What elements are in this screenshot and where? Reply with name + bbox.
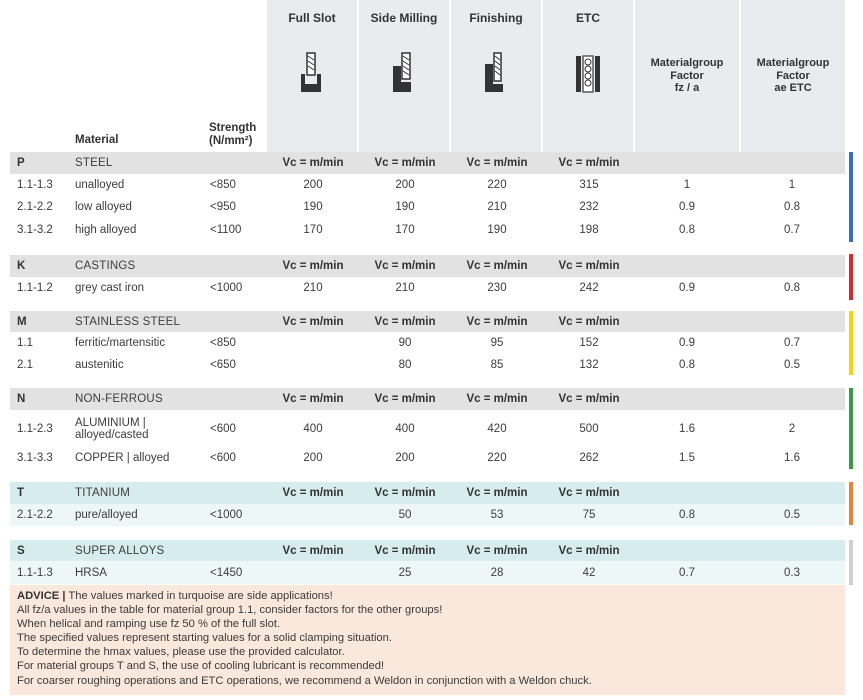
finishing-vc: 420 — [487, 422, 507, 435]
advice-line-3: The specified values represent starting values for a solid clamping situation. — [17, 632, 392, 645]
factor-fz-line-3: fz / a — [674, 82, 700, 94]
side-milling-vc: 200 — [395, 452, 415, 464]
factor-fz-value: 0.8 — [679, 223, 695, 236]
strength-value: <1100 — [210, 223, 242, 236]
etc-vc: 315 — [579, 179, 599, 191]
finishing-vc: 95 — [490, 337, 504, 349]
full-slot-vc: 400 — [303, 422, 323, 435]
vc-unit-label: Vc = m/min — [282, 393, 344, 405]
finishing-vc: 220 — [487, 179, 507, 191]
side-milling-vc: 190 — [395, 201, 415, 213]
advice-title: ADVICE | — [17, 590, 66, 602]
table-row — [10, 196, 845, 218]
table-row — [10, 410, 845, 447]
finishing-icon — [482, 52, 510, 94]
material-group-row — [10, 482, 845, 504]
table-header — [0, 0, 863, 152]
vc-unit-label: Vc = m/min — [558, 393, 620, 405]
group-name: TITANIUM — [75, 487, 131, 499]
full-slot-vc: 200 — [303, 452, 323, 464]
factor-fz-value: 1 — [683, 179, 691, 191]
vc-unit-label: Vc = m/min — [466, 544, 528, 557]
material-group-row — [10, 152, 845, 174]
vc-unit-label: Vc = m/min — [374, 157, 436, 169]
full-slot-column-header — [267, 0, 357, 152]
strength-value: <600 — [210, 422, 236, 435]
material-code: 1.1-1.2 — [17, 282, 53, 294]
group-color-bar — [849, 540, 853, 585]
finishing-vc: 28 — [490, 566, 504, 579]
vc-unit-label: Vc = m/min — [558, 260, 620, 272]
side-milling-vc: 80 — [398, 358, 412, 371]
vc-unit-label: Vc = m/min — [282, 157, 344, 169]
factor-ae-value: 1 — [788, 179, 796, 191]
group-code: K — [17, 260, 26, 272]
vc-unit-label: Vc = m/min — [466, 157, 528, 169]
table-row — [10, 218, 845, 241]
table-row — [10, 332, 845, 354]
material-code: 1.1-1.3 — [17, 566, 53, 579]
finishing-vc: 220 — [487, 452, 507, 464]
side-milling-vc: 50 — [398, 509, 412, 521]
material-code: 1.1-1.3 — [17, 179, 53, 191]
strength-header: Strength — [209, 122, 257, 134]
vc-unit-label: Vc = m/min — [374, 393, 436, 405]
full-slot-vc: 170 — [303, 223, 323, 236]
vc-unit-label: Vc = m/min — [466, 393, 528, 405]
full-slot-icon — [298, 52, 326, 94]
strength-value: <1000 — [210, 282, 243, 294]
table-row — [10, 561, 845, 584]
strength-value: <1000 — [210, 509, 243, 521]
factor-ae-value: 0.7 — [784, 223, 800, 236]
material-name: low alloyed — [75, 201, 132, 213]
material-name: ALUMINIUM | alloyed/casted — [75, 416, 149, 441]
vc-unit-label: Vc = m/min — [374, 315, 436, 328]
factor-fz-value: 1.5 — [679, 452, 695, 464]
strength-value: <850 — [210, 179, 236, 191]
full-slot-vc: 200 — [303, 179, 323, 191]
strength-value: <1450 — [210, 566, 243, 579]
material-code: 3.1-3.2 — [17, 223, 53, 236]
material-name: unalloyed — [75, 179, 125, 191]
material-code: 2.1 — [17, 358, 33, 371]
vc-unit-label: Vc = m/min — [466, 487, 528, 499]
advice-line-5: For material groups T and S, the use of cooling lubricant is recommended! — [17, 660, 385, 673]
material-group-row — [10, 388, 845, 410]
factor-fz-column-header — [635, 0, 739, 152]
advice-line-0: The values marked in turquoise are side applications! — [65, 590, 333, 602]
vc-unit-label: Vc = m/min — [466, 315, 528, 328]
group-code: M — [17, 315, 27, 328]
factor-ae-value: 2 — [788, 422, 796, 435]
etc-vc: 232 — [579, 201, 599, 213]
etc-vc: 500 — [579, 422, 599, 435]
factor-fz-value: 0.8 — [679, 358, 695, 371]
vc-unit-label: Vc = m/min — [374, 544, 436, 557]
etc-vc: 42 — [582, 566, 596, 579]
material-code: 2.1-2.2 — [17, 201, 53, 213]
strength-value: <600 — [210, 452, 236, 464]
etc-vc: 262 — [579, 452, 599, 464]
full-slot-vc — [267, 332, 359, 354]
material-name: high alloyed — [75, 223, 137, 236]
side-milling-icon — [390, 52, 418, 94]
material-code: 2.1-2.2 — [17, 509, 53, 521]
finishing-label: Finishing — [469, 11, 523, 25]
group-code: P — [17, 157, 25, 169]
finishing-vc: 230 — [487, 282, 507, 294]
material-name: HRSA — [75, 566, 107, 579]
finishing-vc: 190 — [487, 223, 507, 236]
strength-value: <650 — [210, 358, 236, 371]
group-color-bar — [849, 311, 853, 375]
factor-fz-value: 1.6 — [679, 422, 695, 435]
factor-ae-value: 0.5 — [784, 509, 800, 521]
finishing-vc: 85 — [490, 358, 504, 371]
vc-unit-label: Vc = m/min — [558, 487, 620, 499]
factor-fz-line-1: Materialgroup — [650, 57, 724, 69]
full-slot-vc — [267, 504, 359, 526]
etc-icon — [574, 52, 602, 94]
factor-ae-value: 0.8 — [784, 282, 800, 294]
vc-unit-label: Vc = m/min — [282, 487, 344, 499]
material-name: COPPER | alloyed — [75, 452, 170, 464]
advice-line-2: When helical and ramping use fz 50 % of the full slot. — [17, 618, 281, 631]
vc-unit-label: Vc = m/min — [374, 260, 436, 272]
etc-vc: 242 — [579, 282, 599, 294]
side-milling-column-header — [359, 0, 449, 152]
advice-line-1: All fz/a values in the table for material group 1.1, consider factors for the other groups! — [17, 604, 443, 617]
group-color-bar — [849, 482, 853, 525]
material-name: austenitic — [75, 358, 124, 371]
finishing-vc: 210 — [487, 201, 507, 213]
material-code: 1.1 — [17, 337, 33, 349]
factor-ae-line-2: Factor — [776, 69, 810, 82]
group-code: T — [17, 487, 25, 499]
side-milling-vc: 25 — [398, 566, 412, 579]
side-milling-vc: 90 — [398, 337, 412, 349]
group-name: STAINLESS STEEL — [75, 315, 181, 328]
full-slot-vc — [267, 561, 359, 584]
group-name: STEEL — [75, 157, 113, 169]
etc-vc: 198 — [579, 223, 599, 236]
vc-unit-label: Vc = m/min — [558, 544, 620, 557]
table-row — [10, 277, 845, 299]
etc-vc: 152 — [579, 337, 599, 349]
factor-fz-value: 0.7 — [679, 566, 695, 579]
advice-line-6: For coarser roughing operations and ETC operations, we recommend a Weldon in conjunction with a Weldon chuck. — [17, 674, 592, 687]
vc-unit-label: Vc = m/min — [282, 315, 344, 328]
factor-fz-value: 0.9 — [679, 201, 695, 213]
etc-label: ETC — [576, 11, 600, 25]
factor-fz-value: 0.9 — [679, 282, 695, 294]
group-name: NON-FERROUS — [75, 393, 163, 405]
strength-value: <950 — [210, 201, 236, 213]
factor-ae-value: 0.7 — [784, 337, 800, 349]
group-code: S — [17, 544, 25, 557]
advice-box — [10, 585, 845, 695]
table-row — [10, 174, 845, 196]
full-slot-vc: 210 — [303, 282, 323, 294]
material-name: ferritic/martensitic — [75, 337, 166, 349]
group-code: N — [17, 393, 26, 405]
material-code: 1.1-2.3 — [17, 422, 53, 435]
strength-value: <850 — [210, 337, 236, 349]
vc-unit-label: Vc = m/min — [466, 260, 528, 272]
finishing-column-header — [451, 0, 541, 152]
material-name: pure/alloyed — [75, 509, 138, 521]
factor-fz-value: 0.8 — [679, 509, 695, 521]
etc-column-header — [543, 0, 633, 152]
factor-ae-line-3: ae ETC — [774, 82, 812, 94]
full-slot-vc — [267, 354, 359, 375]
finishing-vc: 53 — [490, 509, 504, 521]
group-color-bar — [849, 152, 853, 242]
advice-line-4: To determine the hmax values, please use the provided calculator. — [17, 646, 345, 659]
group-color-bar — [849, 388, 853, 469]
strength-unit-header: (N/mm²) — [209, 135, 253, 147]
material-code: 3.1-3.3 — [17, 452, 53, 464]
side-milling-vc: 400 — [395, 422, 415, 435]
group-name: SUPER ALLOYS — [75, 544, 165, 557]
material-group-row — [10, 311, 845, 332]
material-header: Material — [75, 134, 119, 146]
group-color-bar — [849, 254, 853, 300]
factor-ae-line-1: Materialgroup — [756, 57, 830, 69]
table-row — [10, 504, 845, 526]
factor-ae-value: 1.6 — [784, 452, 800, 464]
side-milling-vc: 170 — [395, 223, 415, 236]
factor-ae-column-header — [741, 0, 845, 152]
vc-unit-label: Vc = m/min — [374, 487, 436, 499]
material-group-row — [10, 255, 845, 277]
side-milling-vc: 210 — [395, 282, 415, 294]
side-milling-vc: 200 — [395, 179, 415, 191]
table-row — [10, 447, 845, 469]
table-row — [10, 354, 845, 375]
factor-fz-line-2: Factor — [670, 69, 704, 82]
vc-unit-label: Vc = m/min — [282, 544, 344, 557]
vc-unit-label: Vc = m/min — [558, 157, 620, 169]
factor-ae-value: 0.5 — [784, 358, 800, 371]
group-name: CASTINGS — [75, 260, 136, 272]
etc-vc: 132 — [579, 358, 599, 371]
full-slot-vc: 190 — [303, 201, 323, 213]
factor-fz-value: 0.9 — [679, 337, 695, 349]
vc-unit-label: Vc = m/min — [558, 315, 620, 328]
material-name: grey cast iron — [75, 282, 145, 294]
vc-unit-label: Vc = m/min — [282, 260, 344, 272]
etc-vc: 75 — [582, 509, 596, 521]
factor-ae-value: 0.3 — [784, 566, 800, 579]
side-milling-label: Side Milling — [370, 11, 438, 25]
factor-ae-value: 0.8 — [784, 201, 800, 213]
material-group-row — [10, 540, 845, 561]
full-slot-label: Full Slot — [288, 11, 336, 25]
